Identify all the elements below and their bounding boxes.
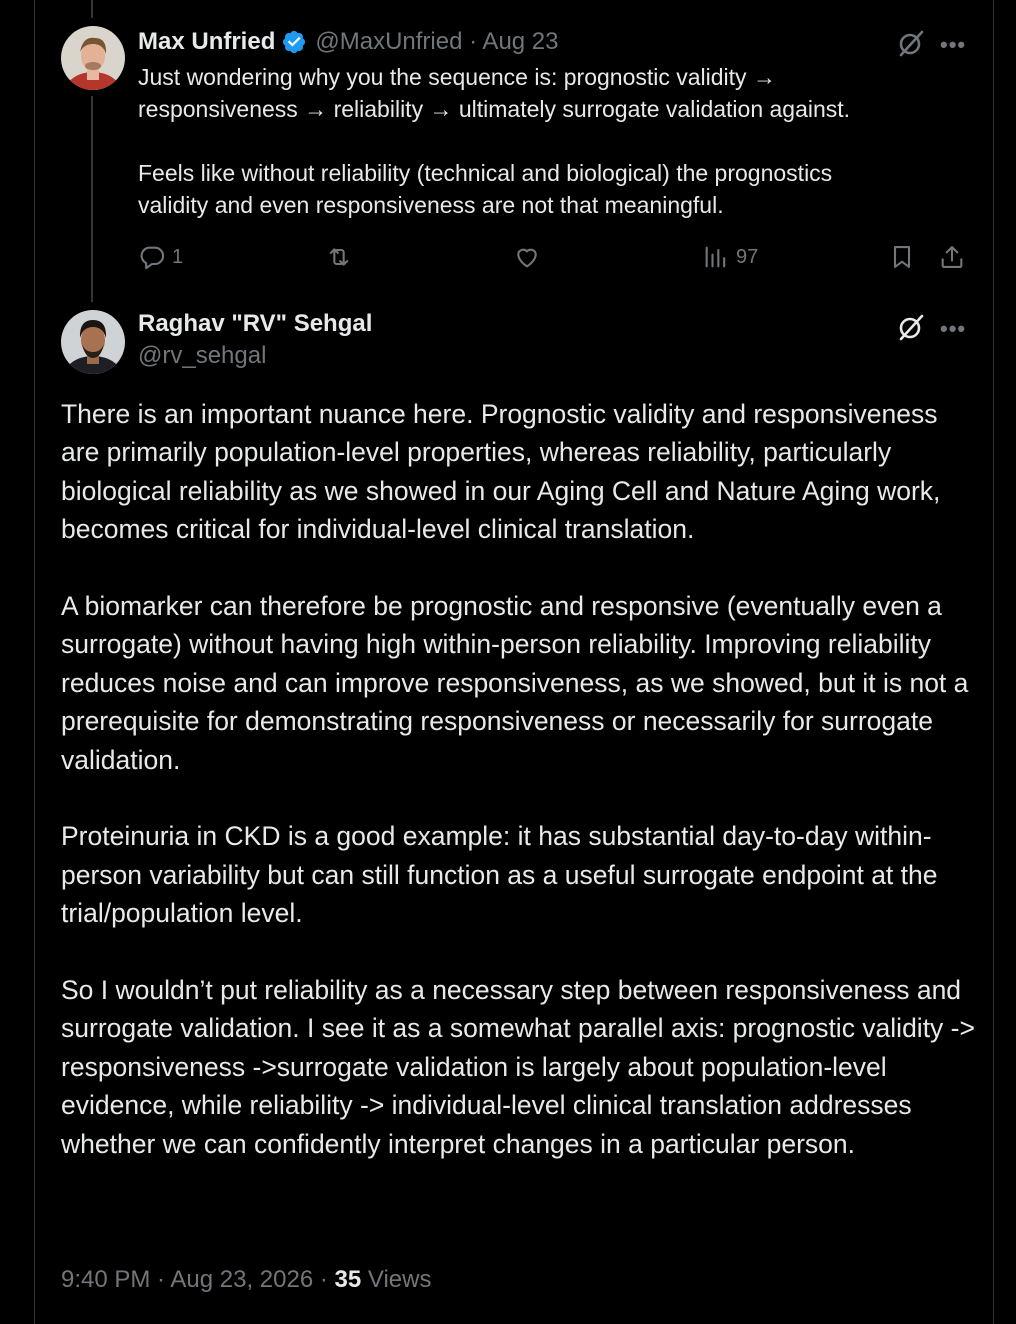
- reply-handle-date[interactable]: @MaxUnfried · Aug 23: [315, 28, 559, 55]
- reply-author-row: [138, 26, 559, 58]
- tweet-views-count[interactable]: 35: [334, 1266, 362, 1293]
- tweet-paragraph: A biomarker can therefore be prognostic and responsive (eventually even a surrogate) without having high within-person reliability. Improving reliability reduces noise and can improve responsiveness, as we showed, but it is not a prerequisite for demonstrating responsiveness or necessarily for surrogate validation.: [61, 591, 969, 775]
- more-icon[interactable]: •••: [940, 32, 967, 57]
- views-button[interactable]: [702, 240, 758, 274]
- views-count: 97: [736, 245, 759, 268]
- grok-icon[interactable]: [896, 312, 926, 342]
- more-icon[interactable]: •••: [940, 316, 967, 341]
- views-icon: [702, 243, 730, 271]
- repost-button[interactable]: [325, 240, 359, 274]
- tweet-paragraph: Proteinuria in CKD is a good example: it has substantial day-to-day within-person variability but can still function as a useful surrogate endpoint at the trial/population level.: [61, 821, 938, 929]
- verified-badge-icon: [281, 29, 307, 55]
- share-icon: [938, 243, 966, 271]
- tweet-meta: [61, 1266, 431, 1294]
- reply-icon: [138, 243, 166, 271]
- tweet-paragraph: So I wouldn’t put reliability as a necessary step between responsiveness and surrogate validation. I see it as a somewhat parallel axis: prognostic validity -> responsiveness ->surrogate validation is largely about population-level evidence, while reliability -> individual-level clinical translation addresses whether we can confidently interpret changes in a particular person.: [61, 975, 975, 1159]
- main-author-handle[interactable]: @rv_sehgal: [138, 342, 267, 369]
- reply-action-bar: [138, 240, 968, 274]
- reply-count: 1: [172, 245, 184, 268]
- avatar-rv-sehgal[interactable]: [61, 310, 125, 374]
- grok-icon[interactable]: [896, 28, 926, 58]
- tweet-paragraph: There is an important nuance here. Prognostic validity and responsiveness are primarily population-level properties, whereas reliability, particularly biological reliability as we showed in our Aging Cell and Nature Aging work, becomes critical for individual-level clinical translation.: [61, 399, 941, 545]
- thread-connector-top: [91, 0, 93, 18]
- tweet-views-label: Views: [361, 1266, 432, 1293]
- bookmark-icon: [888, 243, 916, 271]
- main-author-name[interactable]: Raghav "RV" Sehgal: [138, 310, 373, 337]
- repost-icon: [325, 243, 353, 271]
- reply-tweet-text: Just wondering why you the sequence is: prognostic validity → responsiveness → reliability → ultimately surrogate validation against. Feels like without reliability (technical and biological) the prognostics validity and even responsiveness are not that meaningful.: [138, 64, 851, 218]
- reply-author-name[interactable]: Max Unfried: [138, 28, 276, 55]
- avatar-photo: [61, 26, 125, 90]
- like-button[interactable]: [513, 240, 547, 274]
- share-button[interactable]: [938, 240, 966, 274]
- bookmark-button[interactable]: [888, 240, 916, 274]
- reply-button[interactable]: [138, 240, 183, 274]
- like-icon: [513, 243, 541, 271]
- avatar-photo: [61, 310, 125, 374]
- tweet-timestamp[interactable]: 9:40 PM · Aug 23, 2026 ·: [61, 1266, 335, 1293]
- avatar-max-unfried[interactable]: [61, 26, 125, 90]
- main-tweet-text: [61, 395, 976, 1163]
- thread-connector: [91, 96, 93, 302]
